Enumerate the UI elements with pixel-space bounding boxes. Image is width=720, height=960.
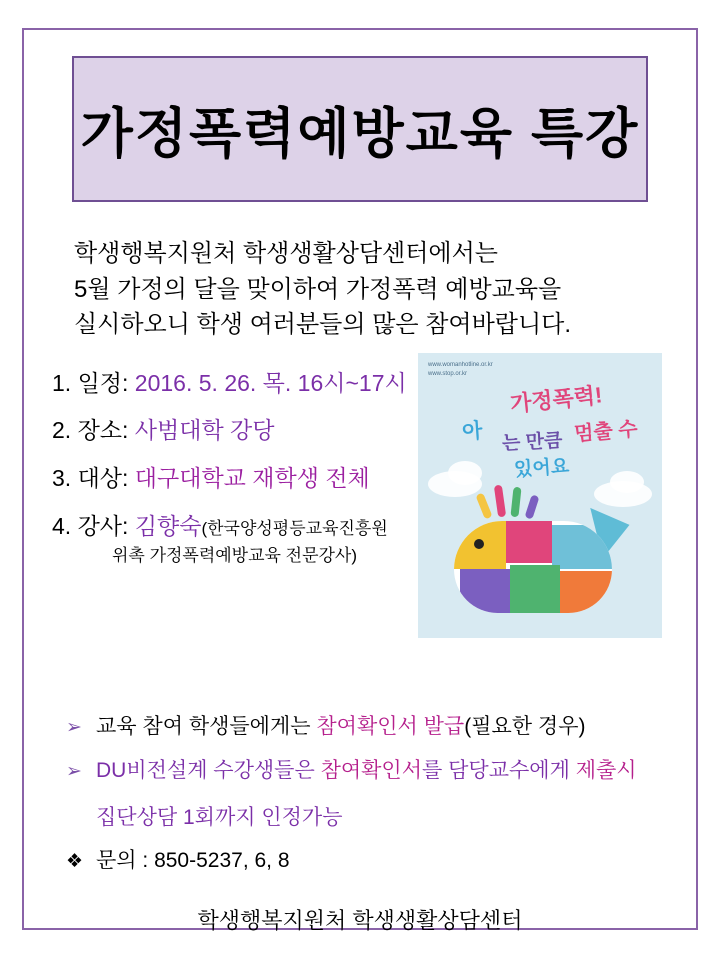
bullet-text: 교육 참여 학생들에게는 <box>96 714 317 738</box>
details-section <box>52 361 668 669</box>
item-label: 일정: <box>77 369 129 396</box>
intro-line-2: 5월 가정의 달을 맞이하여 가정폭력 예방교육을 <box>74 275 562 303</box>
item-label: 대상: <box>77 465 129 492</box>
item-number: 2. <box>52 417 72 444</box>
bullet-continuation: 집단상담 1회까지 인정가능 <box>96 806 343 830</box>
illustration-word-3: 멈출 수 <box>573 417 639 446</box>
diamond-bullet-icon: ❖ <box>66 851 84 873</box>
intro-line-3: 실시하오니 학생 여러분들의 많은 참여바랍니다. <box>74 311 572 339</box>
title-banner <box>72 56 648 202</box>
lecturer-note-2: 위촉 가정폭력예방교육 전문강사) <box>112 545 358 565</box>
illustration-headline: 가정폭력! <box>509 381 604 417</box>
whale-patch <box>560 571 612 613</box>
intro-line-1: 학생행복지원처 학생생활상담센터에서는 <box>74 240 498 267</box>
item-label: 강사: <box>77 512 129 539</box>
item-value: 대구대학교 재학생 전체 <box>134 465 370 492</box>
whale-patch <box>506 521 552 563</box>
bullet-text: DU비전설계 수강생들은 <box>96 758 321 782</box>
notes-section <box>66 713 668 876</box>
bullet-text-suffix: (필요한 경우) <box>464 714 586 738</box>
whale-patch <box>460 569 510 613</box>
spout-shape <box>475 492 492 519</box>
item-label: 장소: <box>77 417 129 444</box>
bullet-text-mid: 를 담당교수에게 <box>422 758 576 782</box>
cloud-icon <box>448 461 482 485</box>
arrow-bullet-icon: ➢ <box>66 716 82 738</box>
item-number: 4. <box>52 512 72 539</box>
spout-shape <box>524 494 539 519</box>
whale-body-shape <box>454 521 612 613</box>
bullet-text-highlight-2: 제출시 <box>575 758 637 782</box>
spout-shape <box>494 484 506 517</box>
illustration-word-1: 아 <box>461 418 484 444</box>
campaign-illustration <box>418 353 662 638</box>
whale-eye <box>474 539 484 549</box>
bullet-item <box>66 757 668 785</box>
whale-patch <box>510 565 560 613</box>
footer-organization: 학생행복지원처 학생생활상담센터 <box>197 907 523 933</box>
spout-shape <box>510 486 521 517</box>
whale-patch <box>552 525 612 569</box>
contact-text: 문의 : 850-5237, 6, 8 <box>96 849 290 873</box>
intro-paragraph <box>74 236 668 343</box>
bullet-text-highlight: 참여확인서 발급 <box>316 714 465 738</box>
arrow-bullet-icon: ➢ <box>66 760 82 782</box>
item-value: 김향숙 <box>134 512 202 539</box>
illustration-word-4: 있어요 <box>513 455 570 481</box>
page-title: 가정폭력예방교육 특강 <box>80 103 640 164</box>
bullet-item <box>66 847 668 875</box>
item-value: 사범대학 강당 <box>134 417 275 444</box>
poster-content <box>24 26 696 935</box>
item-number: 3. <box>52 465 72 492</box>
cloud-icon <box>610 471 644 493</box>
item-number: 1. <box>52 369 72 396</box>
item-value: 2016. 5. 26. 목. 16시~17시 <box>134 369 407 396</box>
illustration-url-line-1: www.womanhotline.or.kr <box>428 361 493 368</box>
illustration-url <box>428 361 493 379</box>
illustration-url-line-2: www.stop.or.kr <box>428 370 468 377</box>
lecturer-note: (한국양성평등교육진흥원 <box>201 518 388 538</box>
bullet-text-highlight: 참여확인서 <box>320 758 423 782</box>
bullet-item <box>66 713 668 741</box>
illustration-word-2: 는 만큼 <box>501 429 563 455</box>
